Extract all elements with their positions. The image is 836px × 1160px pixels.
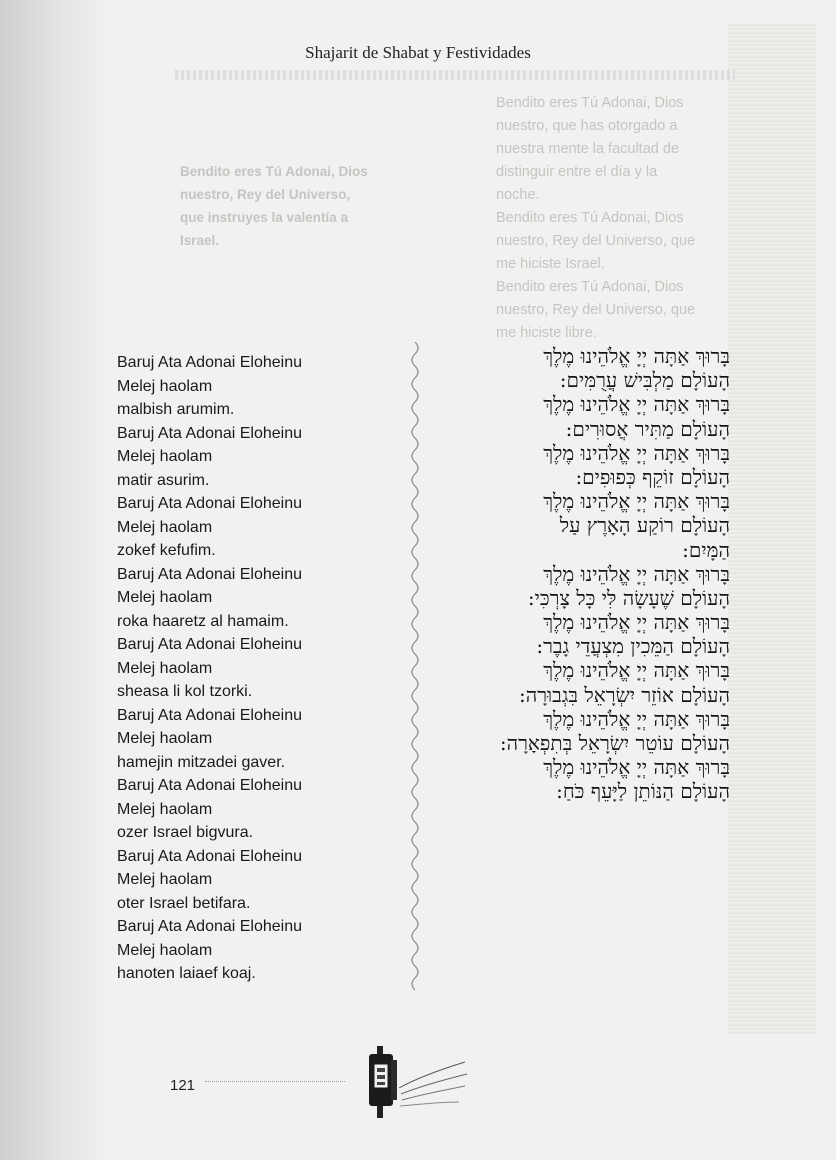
bleed-through-line: Bendito eres Tú Adonai, Dios (496, 210, 684, 226)
transliteration-line: ozer Israel bigvura. (117, 824, 254, 841)
transliteration-line: oter Israel betifara. (117, 894, 251, 912)
transliteration-line: Baruj Ata Adonai Eloheinu (117, 918, 303, 935)
transliteration-line: Baruj Ata Adonai Eloheinu (117, 777, 303, 794)
transliteration-line: Baruj Ata Adonai Eloheinu (117, 706, 303, 724)
transliteration-column (117, 351, 417, 986)
transliteration-line: Melej haolam (117, 589, 213, 606)
torah-scroll-icon (355, 1040, 470, 1125)
bleed-through-line: nuestro, que has otorgado a (496, 118, 678, 134)
hebrew-line: הָעוֹלָם הַמֵּכִין מִצְעֲדֵי גָבֶר: (536, 634, 730, 659)
wavy-divider (405, 342, 427, 992)
hebrew-line: הָעוֹלָם עוֹטֵר יִשְׂרָאֵל בְּתִפְאָרָה: (499, 731, 730, 755)
bleed-through-line: distinguir entre el día y la (496, 164, 658, 180)
hebrew-line: הָעוֹלָם זוֹקֵף כְּפוּפִים: (575, 464, 730, 489)
hebrew-line: הָעוֹלָם מַלְבִּישׁ עֲרֻמִּים: (559, 368, 730, 393)
bleed-through-line: que instruyes la valentía a (180, 210, 349, 225)
transliteration-line: Baruj Ata Adonai Eloheinu (117, 495, 303, 512)
footer-dotted-rule (205, 1081, 345, 1083)
hebrew-line: בָּרוּךְ אַתָּה יְיָ אֱלֹהֵינוּ מֶלֶךְ (543, 658, 730, 683)
bleed-through-line: me hiciste Israel. (496, 256, 605, 272)
bleed-through-line: Israel. (180, 233, 220, 248)
transliteration-line: Baruj Ata Adonai Eloheinu (117, 354, 303, 371)
transliteration-line: malbish arumim. (117, 401, 235, 418)
bleed-through-line: nuestro, Rey del Universo, que (496, 233, 696, 249)
transliteration-line: hanoten laiaef koaj. (117, 965, 256, 982)
transliteration-line: Melej haolam (117, 377, 213, 395)
transliteration-line: Melej haolam (117, 518, 213, 536)
hebrew-line: הָעוֹלָם הַנּוֹתֵן לַיָּעֵף כֹּחַ: (556, 779, 730, 804)
hebrew-line: בָּרוּךְ אַתָּה יְיָ אֱלֹהֵינוּ מֶלֶךְ (543, 392, 730, 417)
bleed-through-line: nuestra mente la facultad de (496, 141, 679, 157)
bleed-through-line: noche. (496, 187, 540, 203)
hebrew-line: בָּרוּךְ אַתָּה יְיָ אֱלֹהֵינוּ מֶלֶךְ (543, 489, 730, 514)
hebrew-line: הָעוֹלָם מַתִּיר אֲסוּרִים: (565, 416, 730, 441)
hebrew-column (430, 344, 730, 804)
hebrew-line: בָּרוּךְ אַתָּה יְיָ אֱלֹהֵינוּ מֶלֶךְ (543, 755, 730, 780)
transliteration-line: Melej haolam (117, 871, 213, 888)
bleed-through-block (728, 24, 816, 1034)
hebrew-line: הָעוֹלָם אוֹזֵר יִשְׂרָאֵל בִּגְבוּרָה: (518, 682, 730, 707)
bleed-through-line: Bendito eres Tú Adonai, Dios (180, 164, 368, 179)
hebrew-line: הָעוֹלָם רוֹקַע הָאָרֶץ עַל (559, 513, 730, 538)
bleed-through-line: nuestro, Rey del Universo, (180, 187, 351, 202)
transliteration-line: Melej haolam (117, 730, 213, 747)
hebrew-line: בָּרוּךְ אַתָּה יְיָ אֱלֹהֵינוּ מֶלֶךְ (543, 610, 730, 635)
transliteration-line: Baruj Ata Adonai Eloheinu (117, 424, 303, 442)
bleed-through-line: Bendito eres Tú Adonai, Dios (496, 95, 684, 111)
hebrew-line: בָּרוּךְ אַתָּה יְיָ אֱלֹהֵינוּ מֶלֶךְ (543, 561, 730, 586)
hebrew-line: בָּרוּךְ אַתָּה יְיָ אֱלֹהֵינוּ מֶלֶךְ (543, 706, 730, 731)
hebrew-line: בָּרוּךְ אַתָּה יְיָ אֱלֹהֵינוּ מֶלֶךְ (543, 344, 730, 368)
page-gutter-shadow (0, 0, 110, 1160)
transliteration-line: roka haaretz al hamaim. (117, 612, 289, 630)
bleed-through-right-column (496, 92, 731, 345)
bleed-through-line: nuestro, Rey del Universo, que (496, 302, 696, 318)
transliteration-line: Baruj Ata Adonai Eloheinu (117, 636, 303, 653)
transliteration-line: Baruj Ata Adonai Eloheinu (117, 847, 303, 865)
bleed-through-line: Bendito eres Tú Adonai, Dios (496, 279, 684, 295)
hebrew-line: בָּרוּךְ אַתָּה יְיָ אֱלֹהֵינוּ מֶלֶךְ (543, 440, 730, 465)
hebrew-line: הַמָּיִם: (682, 537, 730, 562)
transliteration-line: zokef kefufim. (117, 542, 216, 559)
bleed-through-middle-column (180, 160, 415, 252)
transliteration-line: matir asurim. (117, 471, 210, 489)
transliteration-line: Melej haolam (117, 941, 213, 959)
running-header-title: Shajarit de Shabat y Festividades (305, 43, 531, 62)
hebrew-line: הָעוֹלָם שֶׁעָשָׂה לִּי כָּל צָרְכִּי: (527, 585, 730, 610)
transliteration-line: Melej haolam (117, 448, 213, 465)
transliteration-line: Baruj Ata Adonai Eloheinu (117, 565, 303, 583)
transliteration-line: sheasa li kol tzorki. (117, 683, 253, 700)
bleed-through-line: me hiciste libre. (496, 325, 597, 341)
transliteration-line: Melej haolam (117, 659, 213, 677)
page-number: 121 (170, 1077, 196, 1094)
bleed-through-strip (175, 70, 735, 80)
transliteration-line: hamejin mitzadei gaver. (117, 753, 286, 771)
transliteration-line: Melej haolam (117, 800, 213, 818)
